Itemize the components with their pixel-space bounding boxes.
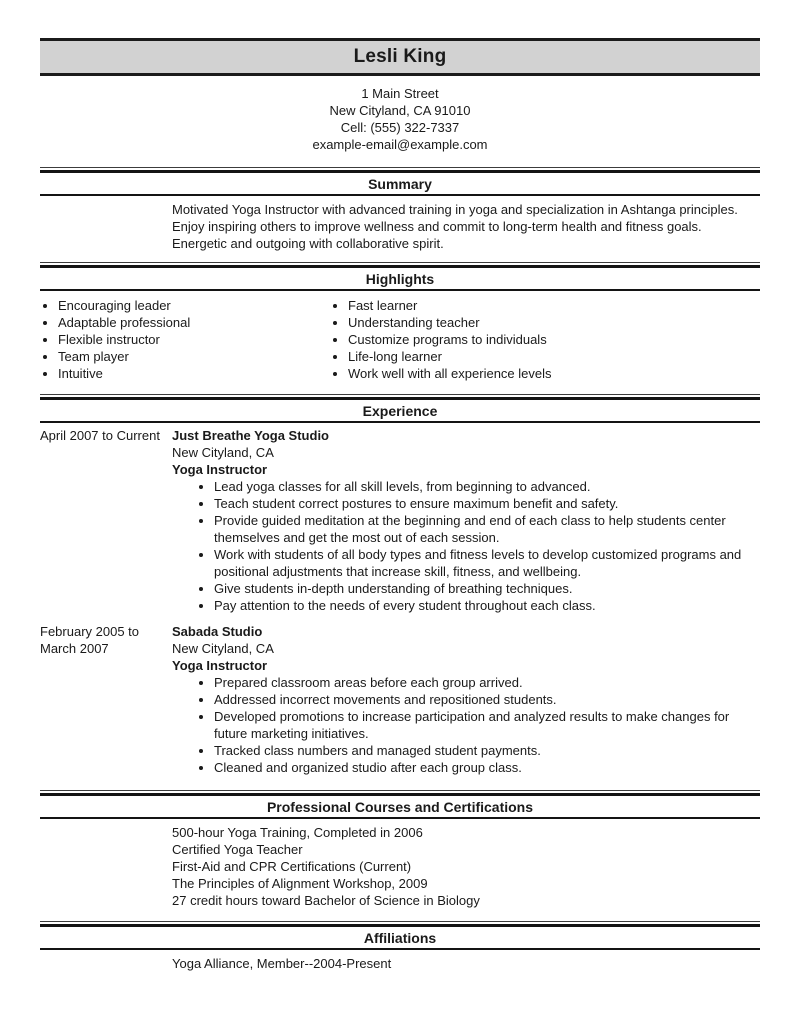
section-affiliations	[40, 921, 760, 972]
address-line-2: New Cityland, CA 91010	[329, 103, 471, 118]
job-details	[172, 623, 760, 776]
divider-rule	[40, 262, 760, 263]
resume-header	[40, 38, 760, 153]
divider-rule	[40, 817, 760, 819]
job-entry	[40, 623, 760, 776]
email-address: example-email@example.com	[312, 137, 488, 152]
highlight-item: • Fast learner	[348, 297, 600, 314]
section-heading-highlights	[40, 262, 760, 291]
job-duty-item: • Provide guided meditation at the beginning and end of each class to help students center themselves and get the most out of each session.	[214, 512, 760, 546]
job-dates: April 2007 to Current	[40, 428, 160, 443]
job-role: Yoga Instructor	[172, 462, 268, 477]
highlight-item: • Adaptable professional	[58, 314, 330, 331]
highlight-item: • Customize programs to individuals	[348, 331, 600, 348]
highlight-item: • Work well with all experience levels	[348, 365, 600, 382]
section-title-certifications: Professional Courses and Certifications	[266, 799, 534, 815]
job-duty-item: • Developed promotions to increase participation and analyzed results to make changes for future marketing initiatives.	[214, 708, 760, 742]
section-heading-affiliations	[40, 921, 760, 950]
certification-item: 27 credit hours toward Bachelor of Science in Biology	[172, 893, 480, 908]
certification-item: First-Aid and CPR Certifications (Current)	[172, 859, 412, 874]
summary-paragraph: Motivated Yoga Instructor with advanced training in yoga and specialization in Ashtanga principles. Enjoy inspiring others to improve wellness and commit to long-term health and fitness goals. Energetic and outgoing with collaborative spirit.	[172, 202, 738, 251]
section-certifications	[40, 790, 760, 909]
job-duties-list	[172, 478, 760, 614]
job-details	[172, 427, 760, 614]
divider-rule	[40, 421, 760, 423]
job-company: Sabada Studio	[172, 624, 263, 639]
job-duty-item: • Lead yoga classes for all skill levels, from beginning to advanced.	[214, 478, 760, 495]
section-title-summary: Summary	[368, 176, 432, 192]
job-role: Yoga Instructor	[172, 658, 268, 673]
affiliation-item: Yoga Alliance, Member--2004-Present	[172, 956, 392, 971]
highlights-columns	[40, 297, 760, 382]
divider-rule	[40, 921, 760, 922]
divider-rule	[40, 289, 760, 291]
address-line-1: 1 Main Street	[361, 86, 439, 101]
section-highlights	[40, 262, 760, 382]
section-title-affiliations: Affiliations	[363, 930, 437, 946]
highlights-right-list	[330, 297, 600, 382]
person-name: Lesli King	[353, 46, 447, 67]
highlight-item: • Life-long learner	[348, 348, 600, 365]
certification-item: 500-hour Yoga Training, Completed in 2006	[172, 825, 423, 840]
contact-block	[40, 85, 760, 153]
highlight-item: • Intuitive	[58, 365, 330, 382]
job-company: Just Breathe Yoga Studio	[172, 428, 329, 443]
highlight-item: • Team player	[58, 348, 330, 365]
job-duty-item: • Addressed incorrect movements and repositioned students.	[214, 691, 760, 708]
highlight-item: • Encouraging leader	[58, 297, 330, 314]
name-banner	[40, 38, 760, 76]
divider-rule	[40, 394, 760, 395]
divider-rule	[40, 194, 760, 196]
section-title-experience: Experience	[362, 403, 438, 419]
highlight-item: • Flexible instructor	[58, 331, 330, 348]
job-dates: February 2005 to March 2007	[40, 624, 140, 656]
certification-item: The Principles of Alignment Workshop, 2009	[172, 876, 428, 891]
section-title-highlights: Highlights	[365, 271, 435, 287]
certifications-list	[172, 824, 760, 909]
job-duty-item: • Prepared classroom areas before each group arrived.	[214, 674, 760, 691]
job-duty-item: • Give students in-depth understanding of breathing techniques.	[214, 580, 760, 597]
divider-rule	[40, 790, 760, 791]
job-duty-item: • Work with students of all body types and fitness levels to develop customized programs and positional adjustments that increase skill, fitness, and wellbeing.	[214, 546, 760, 580]
job-location: New Cityland, CA	[172, 445, 274, 460]
section-heading-certifications	[40, 790, 760, 819]
experience-entries	[40, 427, 760, 776]
section-experience	[40, 394, 760, 776]
highlights-left-list	[40, 297, 330, 382]
job-location: New Cityland, CA	[172, 641, 274, 656]
certification-item: Certified Yoga Teacher	[172, 842, 303, 857]
job-duty-item: • Pay attention to the needs of every student throughout each class.	[214, 597, 760, 614]
highlight-item: • Understanding teacher	[348, 314, 600, 331]
divider-rule	[40, 167, 760, 168]
phone-number: Cell: (555) 322-7337	[340, 120, 460, 135]
affiliations-list	[172, 955, 760, 972]
section-heading-summary	[40, 167, 760, 196]
job-duty-item: • Cleaned and organized studio after each group class.	[214, 759, 760, 776]
section-summary	[40, 167, 760, 252]
job-duty-item: • Tracked class numbers and managed student payments.	[214, 742, 760, 759]
job-duties-list	[172, 674, 760, 776]
job-duty-item: • Teach student correct postures to ensure maximum benefit and safety.	[214, 495, 760, 512]
section-heading-experience	[40, 394, 760, 423]
job-entry	[40, 427, 760, 614]
divider-rule	[40, 948, 760, 950]
